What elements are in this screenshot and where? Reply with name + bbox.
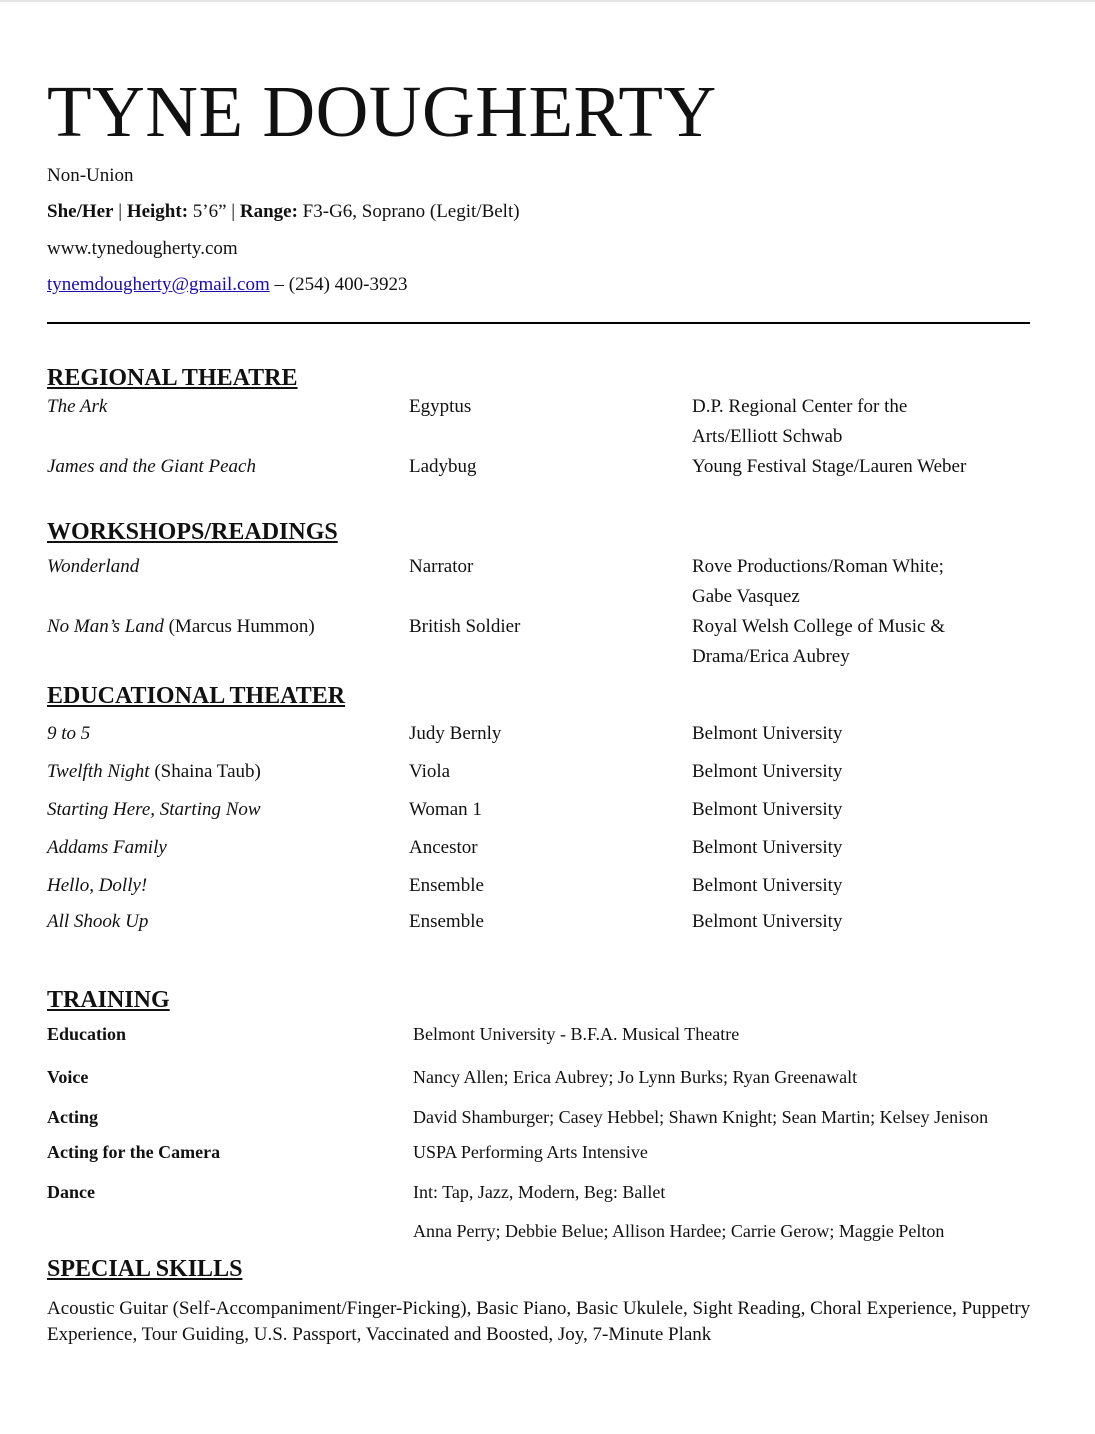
credit-role: Judy Bernly: [409, 723, 502, 744]
training-heading: TRAINING: [47, 987, 170, 1013]
credit-venue: Belmont University: [692, 911, 843, 932]
credit-role: Viola: [409, 761, 451, 782]
credit-role: British Soldier: [409, 616, 521, 637]
range-value: F3-G6, Soprano (Legit/Belt): [302, 201, 520, 222]
height-label: Height:: [126, 201, 189, 222]
website: www.tynedougherty.com: [47, 238, 238, 259]
credit-venue: D.P. Regional Center for the: [692, 396, 908, 417]
credit-venue: Rove Productions/Roman White;: [692, 556, 944, 577]
training-value: David Shamburger; Casey Hebbel; Shawn Knight; Sean Martin; Kelsey Jenison: [413, 1107, 989, 1127]
credit-title: No Man’s Land (Marcus Hummon): [47, 616, 315, 637]
credit-role: Woman 1: [409, 799, 482, 820]
credit-title: The Ark: [47, 396, 108, 417]
credit-venue: Belmont University: [692, 875, 843, 896]
credit-venue-continued: Drama/Erica Aubrey: [692, 646, 850, 667]
credit-title: Addams Family: [47, 837, 167, 858]
credit-role: Ancestor: [409, 837, 478, 858]
credit-venue: Belmont University: [692, 799, 843, 820]
training-value-continued: Anna Perry; Debbie Belue; Allison Hardee; Carrie Gerow; Maggie Pelton: [413, 1221, 945, 1241]
credit-venue: Young Festival Stage/Lauren Weber: [692, 456, 967, 477]
email-link[interactable]: tynemdougherty@gmail.com: [47, 274, 270, 295]
credit-role: Narrator: [409, 556, 474, 577]
credit-title: All Shook Up: [47, 911, 149, 932]
height-value: 5’6”: [192, 201, 227, 222]
training-label: Acting: [47, 1107, 98, 1127]
credit-title: 9 to 5: [47, 723, 91, 744]
credit-role: Ensemble: [409, 875, 484, 896]
header-divider: [47, 322, 1030, 324]
pronouns: She/Her: [47, 201, 114, 222]
credit-venue: Belmont University: [692, 761, 843, 782]
credit-role: Ladybug: [409, 456, 477, 477]
credit-role: Egyptus: [409, 396, 472, 417]
credit-venue-continued: Gabe Vasquez: [692, 586, 800, 607]
special-skills-heading: SPECIAL SKILLS: [47, 1256, 243, 1282]
contact-line: tynemdougherty@gmail.com – (254) 400-3923: [47, 274, 408, 295]
training-label: Education: [47, 1024, 127, 1044]
training-value: USPA Performing Arts Intensive: [413, 1142, 648, 1162]
training-value: Nancy Allen; Erica Aubrey; Jo Lynn Burks; Ryan Greenawalt: [413, 1067, 858, 1087]
educational-theater-heading: EDUCATIONAL THEATER: [47, 683, 346, 709]
training-value: Int: Tap, Jazz, Modern, Beg: Ballet: [413, 1182, 666, 1202]
range-label: Range:: [239, 201, 298, 222]
credit-title: Starting Here, Starting Now: [47, 799, 261, 820]
training-label: Acting for the Camera: [47, 1142, 221, 1162]
credit-venue: Royal Welsh College of Music &: [692, 616, 946, 637]
credit-title: Twelfth Night (Shaina Taub): [47, 761, 261, 782]
stats-line: She/Her | Height: 5’6” | Range: F3-G6, Soprano (Legit/Belt): [47, 201, 520, 222]
training-label: Voice: [47, 1067, 89, 1087]
credit-title: James and the Giant Peach: [47, 456, 256, 477]
credit-title: Wonderland: [47, 556, 140, 577]
regional-theatre-heading: REGIONAL THEATRE: [47, 365, 298, 391]
workshops-readings-heading: WORKSHOPS/READINGS: [47, 519, 338, 545]
union-status: Non-Union: [47, 165, 134, 186]
training-label: Dance: [47, 1182, 95, 1202]
phone-number: (254) 400-3923: [288, 274, 408, 295]
credit-venue: Belmont University: [692, 837, 843, 858]
training-value: Belmont University - B.F.A. Musical Theatre: [413, 1024, 740, 1044]
credit-title: Hello, Dolly!: [47, 875, 148, 896]
actor-name: TYNE DOUGHERTY: [47, 71, 717, 152]
credit-venue: Belmont University: [692, 723, 843, 744]
credit-role: Ensemble: [409, 911, 484, 932]
special-skills-text: Acoustic Guitar (Self-Accompaniment/Finger-Picking), Basic Piano, Basic Ukulele, Sight Reading, Choral Experience, Puppetry Experience, Tour Guiding, U.S. Passport, Vaccinated and Boosted, Joy, 7-Minute Plank: [47, 1298, 1031, 1345]
credit-venue-continued: Arts/Elliott Schwab: [692, 426, 843, 447]
